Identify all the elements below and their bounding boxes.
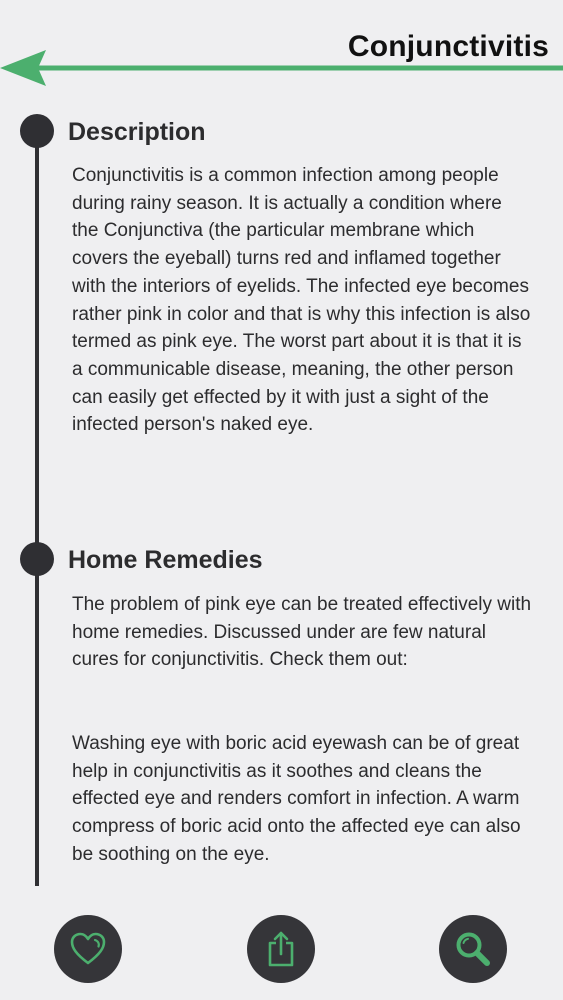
search-button[interactable] (439, 915, 507, 983)
home-remedies-boric-acid-text: Washing eye with boric acid eyewash can be of great help in conjunctivitis as it soothes and cleans the effected eye and renders comfort in infection. A warm compress of boric acid onto the affected eye can also be soothing on the eye. (72, 733, 521, 865)
search-icon (454, 930, 492, 968)
share-button[interactable] (247, 915, 315, 983)
heart-icon (70, 932, 106, 966)
description-text: Conjunctivitis is a common infection among people during rainy season. It is actually a condition where the Conjunctiva (the particular membrane which covers the eyeball) turns red and inflamed together with the interiors of eyelids. The infected eye becomes rather pink in color and that is why this infection is also termed as pink eye. The worst part about it is that it is a communicable disease, meaning, the other person can easily get effected by it with just a sight of the infected person's naked eye. (72, 165, 531, 436)
description-heading: Description (68, 118, 206, 146)
home-remedies-intro-text: The problem of pink eye can be treated effectively with home remedies. Discussed under are few natural cures for conjunctivitis. Check them out: (72, 594, 532, 671)
timeline-line (35, 128, 39, 886)
back-arrow-icon[interactable] (0, 48, 563, 92)
timeline-dot-home-remedies (20, 542, 54, 576)
share-icon (265, 930, 297, 968)
page-title: Conjunctivitis (347, 30, 549, 63)
timeline-dot-description (20, 114, 54, 148)
home-remedies-heading: Home Remedies (68, 546, 263, 574)
favorite-button[interactable] (54, 915, 122, 983)
